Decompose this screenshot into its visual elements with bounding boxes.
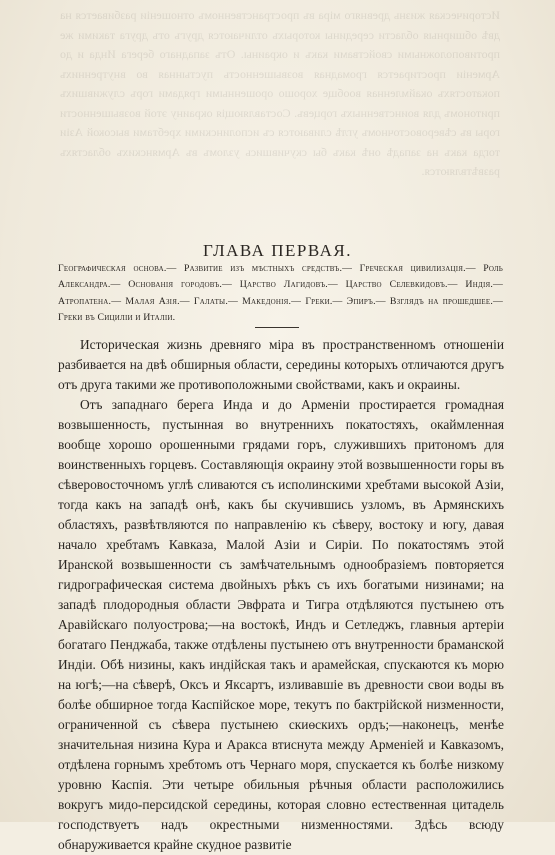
paragraph: Историческая жизнь древняго міра въ пространственномъ отношеніи разбивается на двѣ обширныя области, середины которыхъ отличаются другъ отъ друга такими же противоположными свойствами, какъ и окраины. <box>58 337 504 392</box>
chapter-title: ГЛАВА ПЕРВАЯ. <box>203 241 352 261</box>
bleed-through-text: Историческая жизнь древняго міра въ пространственномъ отношеніи разбивается на двѣ обширныя области середины которыхъ отличаются другъ отъ друга такими же противоположными свойствами какъ и окраины. Отъ западнаго берега Инда и до Арменіи простирается громадная возвышенность пустынная во внутреннихъ покатостяхъ окаймленная вообще хорошо орошенными грядами горъ служившихъ притономъ для воинственныхъ горцевъ. Составляющія окраину этой возвышенности горы въ сѣверовосточномъ углѣ сливаются съ исполинскими хребтами высокой Азіи тогда какъ на западѣ онѣ какъ бы скучившись узломъ въ Армянскихъ областяхъ развѣтвляются. <box>60 8 500 178</box>
chapter-summary: Географическая основа.— Развитие изъ мѣстныхъ средствъ.— Греческая цивилизація.— Роль Александра.— Основанія городовъ.— Царство Лагидовъ.— Царство Селевкидовъ.— Индія.— Атропатена.— Малая Азія.— Галаты.— Македонія.— Греки.— Эпиръ.— Взглядъ на прошедшее.— Греки въ Сициліи и Италіи. <box>58 263 503 324</box>
paragraph: Отъ западнаго берега Инда и до Арменіи простирается громадная возвышенность, пустынная во внутреннихъ покатостяхъ, окаймленная вообще хорошо орошенными грядами горъ, служившихъ притономъ для воинственныхъ горцевъ. Составляющія окраину этой возвышенности горы въ сѣверовосточномъ углѣ сливаются съ исполинскими хребтами высокой Азіи, тогда какъ на западѣ онѣ, какъ бы скучившись узломъ, въ Армянскихъ областяхъ, развѣтвляются по направленію къ сѣверу, востоку и югу, давая начало хребтамъ Кавказа, Малой Азіи и Сиріи. По покатостямъ этой Иранской возвышенности съ замѣчательнымъ однообразіемъ повторяется гидрографическая система двойныхъ рѣкъ съ ихъ богатыми низинами; на западѣ плодородныя области Эвфрата и Тигра отдѣляются пустынею отъ Аравійскаго полуострова;—на востокѣ, Индъ и Сетледжъ, главныя артеріи богатаго Пенджаба, также отдѣлены пустынею отъ внутренности браманской Индіи. Обѣ низины, какъ индійская такъ и арамейская, спускаются къ морю на югѣ;—на сѣверѣ, Оксъ и Яксартъ, изливавшіе въ древности свои воды въ болѣе обширное тогда Каспійское море, текутъ по бактрійской низменности, ограниченной съ сѣвера пустынею скиѳскихъ ордъ;—наконецъ, менѣе значительная низина Кура и Аракса втиснута между Арменіей и Кавказомъ, отдѣлена горнымъ хребтомъ отъ Чернаго моря, спускается къ болѣе низкому уровню Каспія. Эти четыре обильныя рѣчныя области расположились вокругъ мидо-персидской середины, которая словно естественная цитадель господствуетъ надъ окрестными низменностями. Здѣсь всюду обнаруживается крайне скудное развитіе <box>58 397 504 852</box>
body-text <box>58 335 504 855</box>
section-divider <box>255 327 299 328</box>
